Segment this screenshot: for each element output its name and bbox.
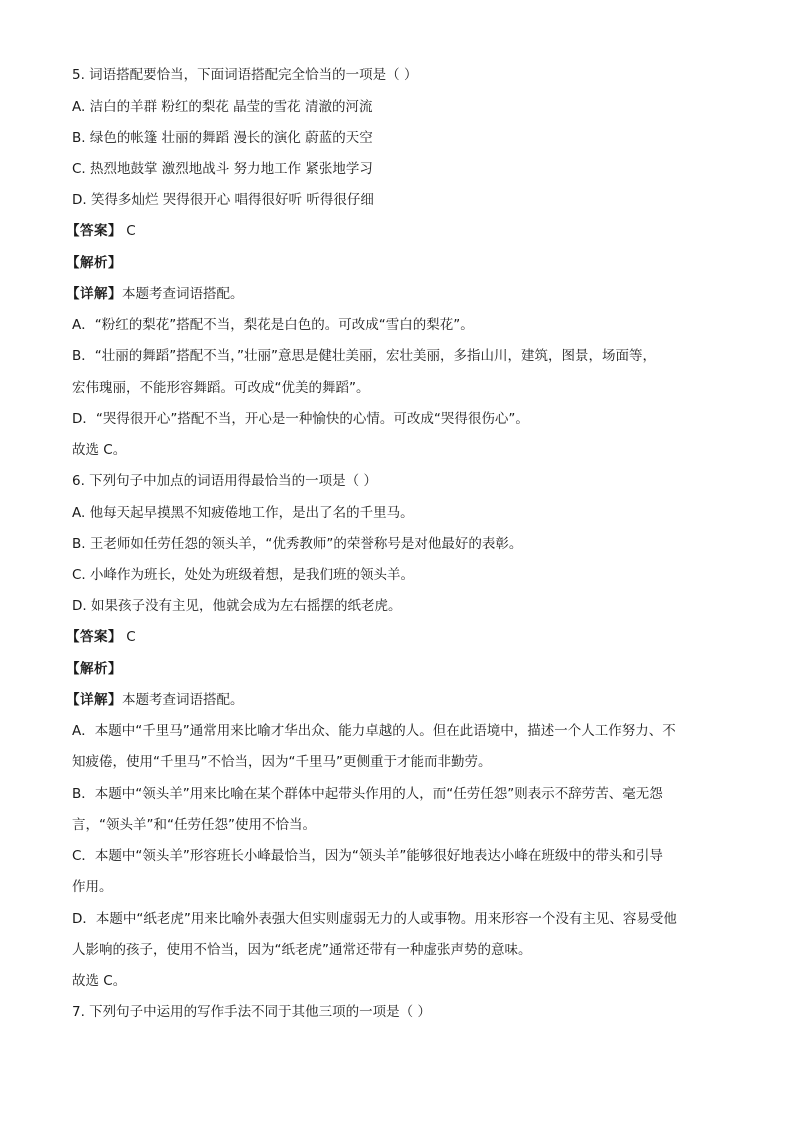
q6-analysis-tag — [66, 659, 726, 679]
q6-option-c: C. 小峰作为班长，处处为班级着想，是我们班的领头羊。 — [72, 567, 415, 583]
q5-detail-line — [66, 284, 726, 304]
q6-detail-line — [66, 690, 726, 710]
q6-answer-value: C — [126, 629, 136, 645]
q5-detail-d: D．“哭得很开心”搭配不当，开心是一种愉快的心情。可改成“哭得很伤心”。 — [72, 411, 529, 427]
q5-conclusion: 故选 C。 — [72, 442, 127, 458]
q5-option-c: C. 热烈地鼓掌 激烈地战斗 努力地工作 紧张地学习 — [72, 161, 373, 177]
q5-option-b: B. 绿色的帐篷 壮丽的舞蹈 漫长的演化 蔚蓝的天空 — [72, 130, 373, 146]
q6-option-a: A. 他每天起早摸黑不知疲倦地工作，是出了名的千里马。 — [72, 505, 414, 521]
q6-detail-a-line2: 知疲倦，使用“千里马”不恰当，因为“千里马”更侧重于才能而非勤劳。 — [72, 754, 492, 770]
q5-detail-a: A．“粉红的梨花”搭配不当，梨花是白色的。可改成“雪白的梨花”。 — [72, 317, 474, 333]
q6-detail-c-line2: 作用。 — [72, 879, 113, 895]
q5-detail-b-line1: B．“壮丽的舞蹈”搭配不当，”壮丽”意思是健壮美丽，宏壮美丽，多指山川，建筑，图景，场面等， — [72, 348, 656, 364]
q5-analysis-label: 【解析】 — [66, 255, 122, 271]
q6-answer-tag: 【答案】 — [66, 629, 122, 645]
q6-detail-a-line1: A．本题中“千里马”通常用来比喻才华出众、能力卓越的人。但在此语境中，描述一个人工作努力、不 — [72, 723, 676, 739]
q6-detail-d-line2: 人影响的孩子，使用不恰当，因为“纸老虎”通常还带有一种虚张声势的意味。 — [72, 942, 532, 958]
q6-answer-line — [66, 627, 726, 647]
q5-detail-b-line2: 宏伟瑰丽，不能形容舞蹈。可改成“优美的舞蹈”。 — [72, 380, 370, 396]
q7-question: 7. 下列句子中运用的写作手法不同于其他三项的一项是（ ） — [72, 1004, 431, 1020]
q6-detail-c-line1: C．本题中“领头羊”形容班长小峰最恰当，因为“领头羊”能够很好地表达小峰在班级中的带头和引导 — [72, 848, 663, 864]
q6-conclusion: 故选 C。 — [72, 973, 127, 989]
q5-answer-line — [66, 221, 726, 241]
q5-option-d: D. 笑得多灿烂 哭得很开心 唱得很好听 听得很仔细 — [72, 192, 374, 208]
q6-detail-b-line2: 言，“领头羊”和“任劳任怨”使用不恰当。 — [72, 817, 316, 833]
q5-answer-value: C — [126, 223, 136, 239]
q6-detail-d-line1: D．本题中“纸老虎”用来比喻外表强大但实则虚弱无力的人或事物。用来形容一个没有主见、容易受他 — [72, 911, 677, 927]
q5-analysis-tag — [66, 253, 726, 273]
q6-analysis-label: 【解析】 — [66, 661, 122, 677]
q6-option-d: D. 如果孩子没有主见，他就会成为左右摇摆的纸老虎。 — [72, 598, 402, 614]
q5-answer-tag: 【答案】 — [66, 223, 122, 239]
q6-option-b: B. 王老师如任劳任怨的领头羊，“优秀教师”的荣誉称号是对他最好的表彰。 — [72, 536, 523, 552]
q5-question: 5. 词语搭配要恰当，下面词语搭配完全恰当的一项是（ ） — [72, 67, 418, 83]
q6-detail-intro: 本题考查词语搭配。 — [122, 692, 244, 708]
q5-detail-intro: 本题考查词语搭配。 — [122, 286, 244, 302]
q6-question: 6. 下列句子中加点的词语用得最恰当的一项是（ ） — [72, 473, 377, 489]
q5-option-a: A. 洁白的羊群 粉红的梨花 晶莹的雪花 清澈的河流 — [72, 99, 373, 115]
q5-detail-tag: 【详解】 — [66, 286, 122, 302]
q6-detail-tag: 【详解】 — [66, 692, 122, 708]
q6-detail-b-line1: B．本题中“领头羊”用来比喻在某个群体中起带头作用的人，而“任劳任怨”则表示不辞劳苦、毫无怨 — [72, 786, 663, 802]
